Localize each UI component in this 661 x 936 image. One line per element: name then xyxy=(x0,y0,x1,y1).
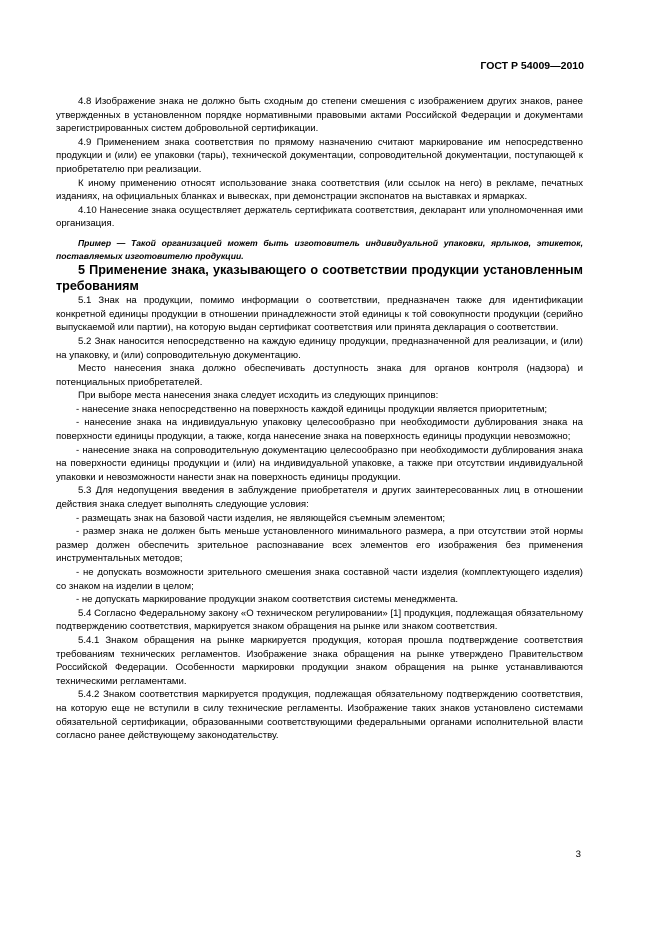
clause-4-9: 4.9 Применением знака соответствия по прямому назначению считают маркирование им непосредственно продукции и (или) ее упаковки (тары), технической документации, сопроводительной документации, поступающей к приобретателю при реализации. xyxy=(56,136,583,175)
clause-4-9-other-use: К иному применению относят использование знака соответствия (или ссылок на него) в рекламе, печатных изданиях, на официальных бланках и вывесках, при демонстрации экспонатов на выставках и ярмарках. xyxy=(56,177,583,203)
list-item: - нанесение знака на сопроводительную документацию целесообразно при необходимости дублирования знака на поверхности единицы продукции и (или) на индивидуальной упаковке, а также при отсутствии индивидуальной упаковки и невозможности нанести знак на поверхность единицы продукции. xyxy=(56,444,583,483)
list-item: - не допускать возможности зрительного смешения знака составной части изделия (комплектующего изделия) со знаком на изделии в целом; xyxy=(56,567,583,592)
list-item: - нанесение знака непосредственно на поверхность каждой единицы продукции является приоритетным; xyxy=(76,403,548,415)
clause-4-8: 4.8 Изображение знака не должно быть сходным до степени смешения с изображением других знаков, ранее утвержденных в установленном порядке нормативными правовыми актами Российской Федерации и документами зарегистрированных систем добровольной сертификации. xyxy=(56,96,583,135)
section-5-title: 5 Применение знака, указывающего о соответствии продукции установленным требованиям xyxy=(56,263,583,294)
clause-5-4: 5.4 Согласно Федеральному закону «О техническом регулировании» [1] продукция, подлежащая обязательному подтверждению соответствия, маркируется знаком обращения на рынке или знаком соответствия. xyxy=(56,607,583,633)
document-body xyxy=(56,95,583,743)
clause-5-4-2: 5.4.2 Знаком соответствия маркируется продукция, подлежащая обязательному подтверждению соответствия, на которую еще не вступили в силу технические регламенты. Изображение таких знаков установлено системами обязательной сертификации, образованными соответствующими федеральными органами исполнительной власти согласно ранее действующему законодательству. xyxy=(56,689,583,742)
clause-5-2: 5.2 Знак наносится непосредственно на каждую единицу продукции, предназначенной для реализации, и (или) на упаковку, и (или) сопроводительную документацию. xyxy=(56,335,583,361)
document-code: ГОСТ Р 54009—2010 xyxy=(480,60,584,72)
example-note: Пример — Такой организацией может быть изготовитель индивидуальной упаковки, ярлыков, этикеток, поставляемых изготовителю продукции. xyxy=(56,237,583,261)
clause-5-3: 5.3 Для недопущения введения в заблуждение приобретателя и других заинтересованных лиц в отношении действия знака следует выполнять следующие условия: xyxy=(56,485,583,511)
clause-4-10: 4.10 Нанесение знака осуществляет держатель сертификата соответствия, декларант или уполномоченная ими организация. xyxy=(56,204,583,230)
clause-5-1: 5.1 Знак на продукции, помимо информации о соответствии, предназначен также для идентификации конкретной единицы продукции в отношении принадлежности этой единицы к той совокупности продукции (серийно выпускаемой или партии), на которую выдан сертификат соответствия или принята декларация о соответствии. xyxy=(56,295,583,334)
page-number: 3 xyxy=(575,849,581,860)
list-item: - не допускать маркирование продукции знаком соответствия системы менеджмента. xyxy=(76,594,459,606)
list-item: - размещать знак на базовой части изделия, не являющейся съемным элементом; xyxy=(76,512,446,524)
clause-5-2-principles: При выборе места нанесения знака следует исходить из следующих принципов: xyxy=(78,390,439,402)
list-item: - размер знака не должен быть меньше установленного минимального размера, а при отсутствии этой нормы размер должен обеспечить зрительное распознавание всех элементов его изображения без применения инструментальных методов; xyxy=(56,526,583,565)
clause-5-4-1: 5.4.1 Знаком обращения на рынке маркируется продукция, которая прошла подтверждение соответствия требованиям технических регламентов. Изображение знака обращения на рынке утверждено Правительством Российской Федерации. Особенности маркировки продукции знаком обращения на рынке устанавливаются техническими регламентами. xyxy=(56,634,583,687)
list-item: - нанесение знака на индивидуальную упаковку целесообразно при необходимости дублирования знака на поверхности единицы продукции, а также, когда нанесение знака на поверхность единицы продукции невозможно; xyxy=(56,417,583,443)
clause-5-2-placement: Место нанесения знака должно обеспечивать доступность знака для органов контроля (надзора) и потенциальных приобретателей. xyxy=(56,363,583,388)
